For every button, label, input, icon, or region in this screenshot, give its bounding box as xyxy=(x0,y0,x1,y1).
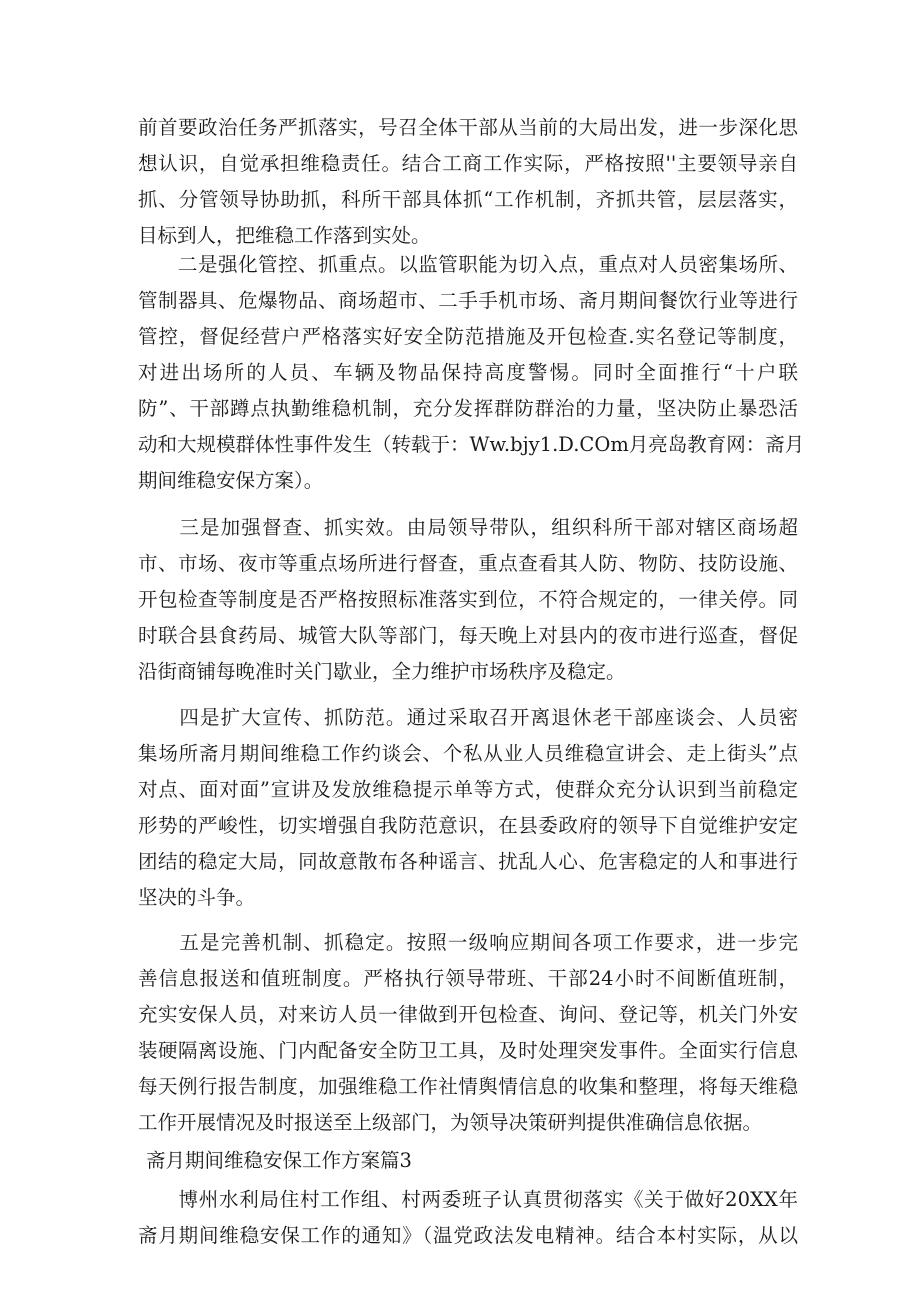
text-line: 开包检查等制度是否严格按照标准落实到位，不符合规定的，一律关停。同 xyxy=(138,588,798,611)
text-line: 抓、分管领导协助抓，科所干部具体抓“工作机制，齐抓共管，层层落实， xyxy=(138,188,798,211)
text-line: 斋月期间维稳安保工作的通知》（温党政法发电精神。结合本村实际，从以 xyxy=(138,1224,798,1247)
text-line: 前首要政治任务严抓落实，号召全体干部从当前的大局出发，进一步深化思 xyxy=(138,116,798,139)
text-line: 五是完善机制、抓稳定。按照一级响应期间各项工作要求，进一步完 xyxy=(138,931,798,954)
text-line: 目标到人，把维稳工作落到实处。 xyxy=(138,224,431,247)
text-line: 时联合县食药局、城管大队等部门，每天晚上对县内的夜市进行巡查，督促 xyxy=(138,624,798,647)
text-line: 三是加强督查、抓实效。由局领导带队，组织科所干部对辖区商场超 xyxy=(138,516,798,539)
text-line: 管控，督促经营户严格落实好安全防范措施及开包检查.实名登记等制度， xyxy=(138,325,798,348)
text-line: 管制器具、危爆物品、商场超市、二手手机市场、斋月期间餐饮行业等进行 xyxy=(138,289,798,312)
text-line: 博州水利局住村工作组、村两委班子认真贯彻落实《关于做好20XX年 xyxy=(138,1188,798,1211)
text-line: 装硬隔离设施、门内配备安全防卫工具，及时处理突发事件。全面实行信息 xyxy=(138,1039,798,1062)
text-line: 每天例行报告制度，加强维稳工作社情舆情信息的收集和整理，将每天维稳 xyxy=(138,1075,798,1098)
text-line: 对进出场所的人员、车辆及物品保持高度警惕。同时全面推行“十户联 xyxy=(138,361,798,384)
text-line: 防”、干部蹲点执勤维稳机制，充分发挥群防群治的力量，坚决防止暴恐活 xyxy=(138,397,798,420)
text-line: 集场所斋月期间维稳工作约谈会、个私从业人员维稳宣讲会、走上街头”点 xyxy=(138,742,798,765)
text-line: 想认识，自觉承担维稳责任。结合工商工作实际，严格按照''主要领导亲自 xyxy=(138,152,798,175)
text-line: 工作开展情况及时报送至上级部门，为领导决策研判提供准确信息依据。 xyxy=(138,1111,763,1134)
section-heading: 斋月期间维稳安保工作方案篇3 xyxy=(146,1149,412,1172)
text-line: 市、市场、夜市等重点场所进行督查，重点查看其人防、物防、技防设施、 xyxy=(138,552,798,575)
text-line: 二是强化管控、抓重点。以监管职能为切入点，重点对人员密集场所、 xyxy=(138,253,798,276)
text-line: 动和大规模群体性事件发生（转载于：Ww.bjy1.D.COm月亮岛教育网：斋月 xyxy=(138,433,805,456)
text-line: 对点、面对面”宣讲及发放维稳提示单等方式，使群众充分认识到当前稳定 xyxy=(138,778,798,801)
text-line: 沿街商铺每晚准时关门歇业，全力维护市场秩序及稳定。 xyxy=(138,660,626,683)
text-line: 四是扩大宣传、抓防范。通过采取召开离退休老干部座谈会、人员密 xyxy=(138,706,798,729)
text-line: 期间维稳安保方案）。 xyxy=(138,469,324,492)
text-line: 善信息报送和值班制度。严格执行领导带班、干部24小时不间断值班制， xyxy=(138,967,798,990)
text-line: 坚决的斗争。 xyxy=(138,886,256,909)
text-line: 形势的严峻性，切实增强自我防范意识，在县委政府的领导下自觉维护安定 xyxy=(138,814,798,837)
text-line: 充实安保人员，对来访人员一律做到开包检查、询问、登记等，机关门外安 xyxy=(138,1003,798,1026)
text-line: 团结的稳定大局，同故意散布各种谣言、扰乱人心、危害稳定的人和事进行 xyxy=(138,850,798,873)
